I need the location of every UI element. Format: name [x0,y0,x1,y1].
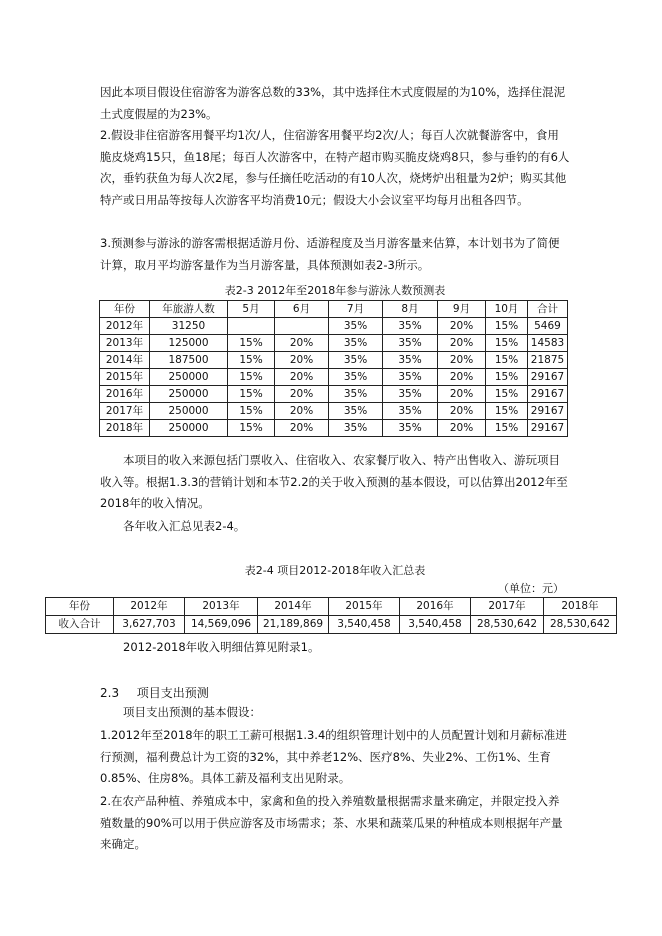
table-header-cell: 7月 [329,301,383,318]
paragraph-revenue-summary-ref: 各年收入汇总见表2-4。 [123,519,246,533]
table-header-cell: 6月 [275,301,329,318]
table-cell: 15% [486,420,528,437]
table-cell: 15% [486,318,528,335]
table-cell: 35% [383,318,438,335]
table-cell: 2013年 [100,335,150,352]
table-row [100,369,568,386]
table-cell: 20% [275,420,329,437]
table-header-cell: 9月 [438,301,486,318]
table-row [100,352,568,369]
table-cell: 15% [486,352,528,369]
table-cell: 125000 [150,335,228,352]
table-cell: 20% [438,318,486,335]
table-2-4-unit: （单位：元） [498,582,564,595]
table-header-cell: 10月 [486,301,528,318]
table-cell [275,318,329,335]
paragraph-salary-assumption: 1.2012年至2018年的职工工薪可根据1.3.4的组织管理计划中的人员配置计划和月薪标准进行预测，福利费总计为工资的32%，其中养老12%、医疗8%、失业2%、工伤1%、生育0.85%、住房8%。具体工薪及福利支出见附录。 [100,728,567,785]
table-cell: 250000 [150,420,228,437]
table-cell: 3,540,458 [400,616,471,634]
table-cell: 20% [438,386,486,403]
table-row [100,403,568,420]
table-cell: 15% [228,403,275,420]
table-header-cell: 年份 [100,301,150,318]
table-row [100,420,568,437]
table-cell: 35% [383,369,438,386]
table-cell: 20% [438,420,486,437]
table-header-cell: 2017年 [471,598,544,616]
table-cell: 35% [329,352,383,369]
table-cell [228,318,275,335]
table-cell: 35% [329,386,383,403]
paragraph-farming-assumption: 2.在农产品种植、养殖成本中，家禽和鱼的投入养殖数量根据需求量来确定，并限定投入养殖数量的90%可以用于供应游客及市场需求；茶、水果和蔬菜瓜果的种植成本则根据年产量来确定。 [100,794,563,851]
table-cell: 21875 [528,352,568,369]
paragraph-revenue-sources: 本项目的收入来源包括门票收入、住宿收入、农家餐厅收入、特产出售收入、游玩项目收入等。根据1.3.3的营销计划和本节2.2的关于收入预测的基本假设，可以估算出2012年至2018年的收入情况。 [100,453,568,510]
table-cell: 14,569,096 [185,616,258,634]
table-cell: 14583 [528,335,568,352]
table-row [100,335,568,352]
table-cell: 2016年 [100,386,150,403]
paragraph-expense-intro: 项目支出预测的基本假设： [123,705,261,719]
paragraph-lodging-assumption: 因此本项目假设住宿游客为游客总数的33%，其中选择住木式度假屋的为10%，选择住混泥土式度假屋的为23%。 [100,85,566,121]
table-cell: 3,540,458 [329,616,400,634]
table-cell: 250000 [150,369,228,386]
section-title: 项目支出预测 [136,686,209,700]
table-cell: 2015年 [100,369,150,386]
table-header-cell: 2015年 [329,598,400,616]
table-cell: 15% [486,335,528,352]
table-header-row [100,301,568,318]
table-cell: 35% [383,386,438,403]
paragraph-swimming-assumption: 3.预测参与游泳的游客需根据适游月份、适游程度及当月游客量来估算，本计划书为了简便计算，取月平均游客量作为当月游客量，具体预测如表2-3所示。 [100,236,560,272]
table-header-cell: 合计 [528,301,568,318]
table-cell: 20% [275,369,329,386]
table-cell: 28,530,642 [544,616,617,634]
paragraph-dining-assumption: 2.假设非住宿游客用餐平均1次/人，住宿游客用餐平均2次/人；每百人次就餐游客中，食用脆皮烧鸡15只，鱼18尾；每百人次游客中，在特产超市购买脆皮烧鸡8只，参与垂钓的有6人次，垂钓获鱼为每人次2尾，参与任摘任吃活动的有10人次，烧烤炉出租量为2炉；购买其他特产或日用品等按每人次游客平均消费10元；假设大小会议室平均每月出租各四节。 [100,128,570,207]
table-cell: 20% [438,369,486,386]
table-row [100,386,568,403]
table-row [46,616,617,634]
table-header-cell: 2016年 [400,598,471,616]
table-cell: 31250 [150,318,228,335]
table-cell: 29167 [528,386,568,403]
table-cell: 20% [438,403,486,420]
swimming-forecast-table [99,300,568,437]
table-cell: 35% [329,369,383,386]
table-cell: 20% [275,403,329,420]
table-cell: 15% [486,369,528,386]
table-header-cell: 5月 [228,301,275,318]
table-cell: 35% [383,352,438,369]
table-cell: 35% [383,420,438,437]
table-cell: 35% [329,420,383,437]
paragraph-revenue-detail-ref: 2012-2018年收入明细估算见附录1。 [123,640,320,654]
table-cell: 15% [228,386,275,403]
table-header-cell: 年份 [46,598,114,616]
table-header-cell: 2014年 [258,598,329,616]
table-cell: 2012年 [100,318,150,335]
table-cell: 35% [383,335,438,352]
table-cell: 21,189,869 [258,616,329,634]
table-cell: 35% [329,335,383,352]
table-cell: 20% [438,335,486,352]
table-header-row [46,598,617,616]
table-cell: 20% [275,335,329,352]
table-cell: 15% [228,420,275,437]
table-row [100,318,568,335]
table-cell: 250000 [150,386,228,403]
table-cell: 29167 [528,420,568,437]
table-cell: 2014年 [100,352,150,369]
table-cell: 29167 [528,403,568,420]
revenue-summary-table [45,597,617,634]
table-cell: 20% [275,352,329,369]
table-cell: 29167 [528,369,568,386]
table-cell: 2018年 [100,420,150,437]
table-cell: 15% [228,352,275,369]
table-cell: 20% [438,352,486,369]
table-cell: 20% [275,386,329,403]
table-cell: 收入合计 [46,616,114,634]
table-cell: 15% [486,386,528,403]
table-cell: 5469 [528,318,568,335]
table-cell: 250000 [150,403,228,420]
table-header-cell: 2018年 [544,598,617,616]
section-number: 2.3 [100,686,120,700]
table-header-cell: 2012年 [114,598,185,616]
table-cell: 2017年 [100,403,150,420]
table-cell: 3,627,703 [114,616,185,634]
table-cell: 35% [383,403,438,420]
table-cell: 35% [329,403,383,420]
table-cell: 15% [486,403,528,420]
table-cell: 15% [228,335,275,352]
table-header-cell: 8月 [383,301,438,318]
table-header-cell: 年旅游人数 [150,301,228,318]
table-2-3-caption: 表2-3 2012年至2018年参与游泳人数预测表 [224,284,446,297]
table-cell: 28,530,642 [471,616,544,634]
table-2-4-caption: 表2-4 项目2012-2018年收入汇总表 [244,564,426,577]
table-cell: 187500 [150,352,228,369]
table-header-cell: 2013年 [185,598,258,616]
section-heading [100,685,209,701]
table-cell: 15% [228,369,275,386]
table-cell: 35% [329,318,383,335]
